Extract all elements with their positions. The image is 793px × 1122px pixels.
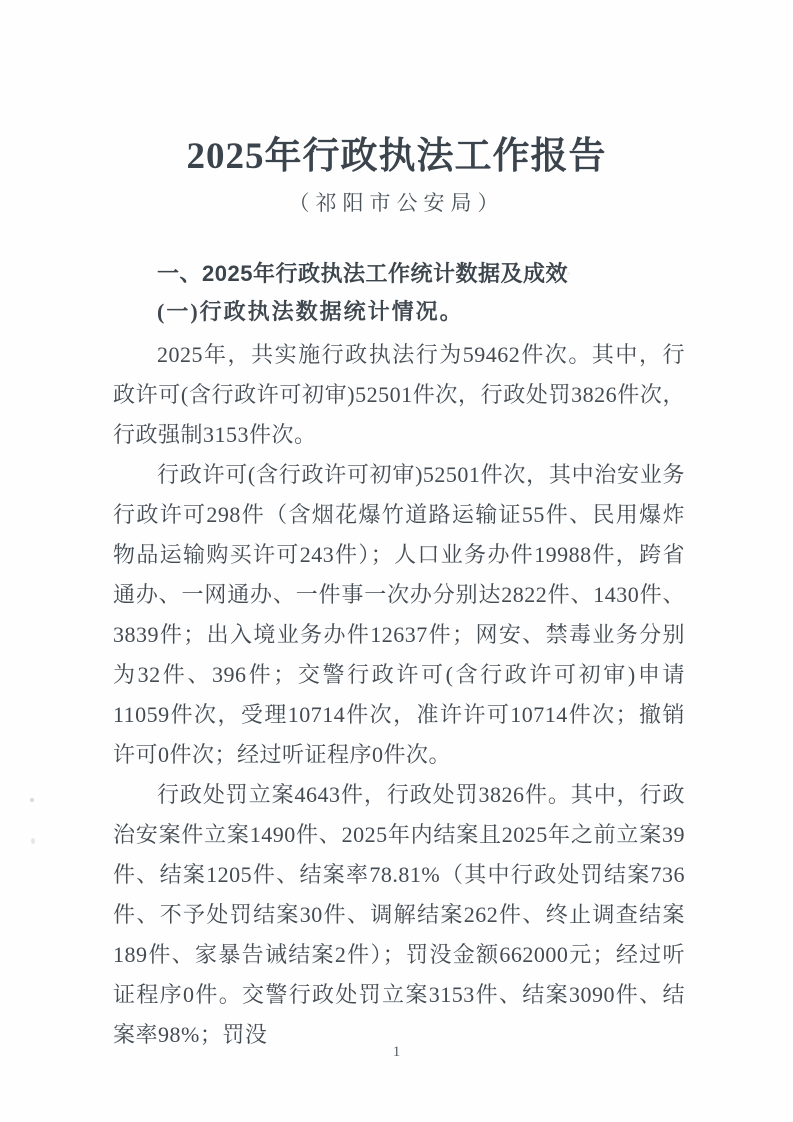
paragraph-penalty-breakdown: 行政处罚立案4643件，行政处罚3826件。其中，行政治安案件立案1490件、2025年内结案且2025年之前立案39件、结案1205件、结案率78.81%（其中行政处罚结案736件、不予处罚结案30件、调解结案262件、终止调查结案189件、家暴告诫结案2件）；罚没金额662000元；经过听证程序0件。交警行政处罚立案3153件、结案3090件、结案率98%；罚没 — [113, 782, 685, 1047]
paragraph-enforcement-totals: 2025年，共实施行政执法行为59462件次。其中，行政许可(含行政许可初审)52501件次，行政处罚3826件次，行政强制3153件次。 — [113, 342, 685, 447]
scan-speck — [30, 798, 34, 802]
scan-speck — [567, 272, 570, 275]
report-title: 2025年行政执法工作报告 — [186, 136, 607, 177]
section-heading-statistics: 一、2025年行政执法工作统计数据及成效 — [157, 261, 568, 286]
paragraph-block — [113, 335, 685, 1055]
page-number: 1 — [392, 1044, 401, 1060]
report-subtitle: （祁阳市公安局） — [288, 191, 505, 215]
subsection-heading-data-overview: (一)行政执法数据统计情况。 — [157, 299, 464, 324]
paragraph-licensing-breakdown: 行政许可(含行政许可初审)52501件次，其中治安业务行政许可298件（含烟花爆竹道路运输证55件、民用爆炸物品运输购买许可243件）；人口业务办件19988件，跨省通办、一网通办、一件事一次办分别达2822件、1430件、3839件；出入境业务办件12637件；网安、禁毒业务分别为32件、396件；交警行政许可(含行政许可初审)申请11059件次，受理10714件次，准许许可10714件次；撤销许可0件次；经过听证程序0件次。 — [113, 462, 685, 767]
report-body — [113, 258, 685, 1055]
scan-speck — [31, 838, 35, 844]
